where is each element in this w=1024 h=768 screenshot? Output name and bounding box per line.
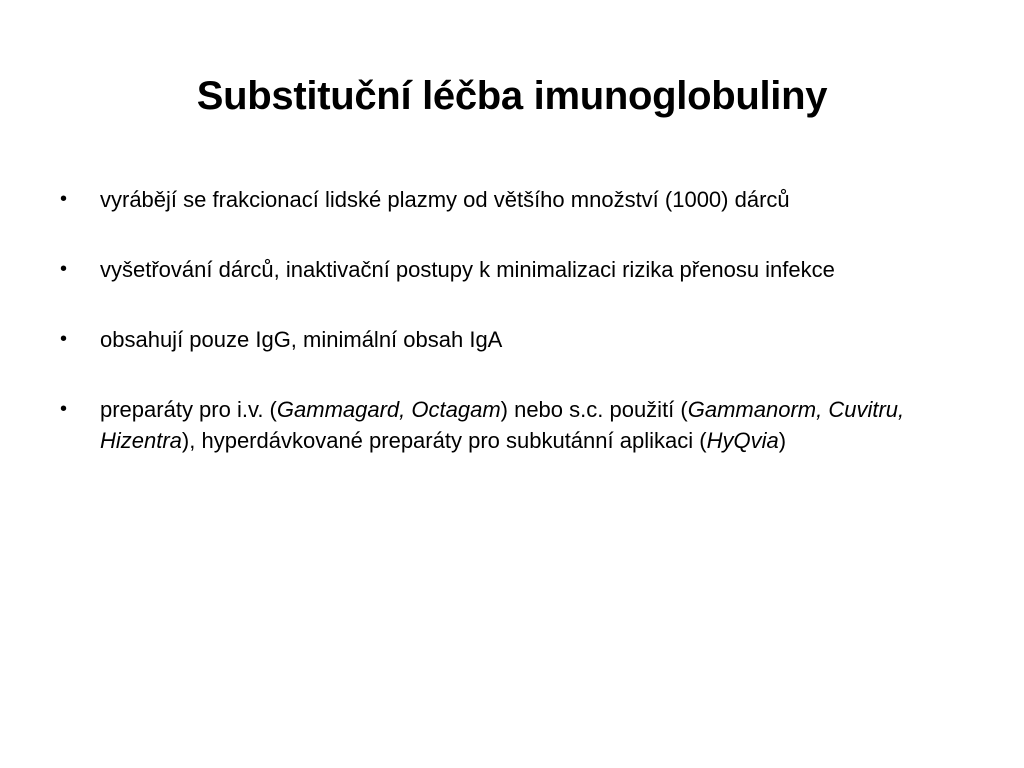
bullet-item-plasma-fractionation [60, 184, 965, 215]
bullet-text: obsahují pouze IgG, minimální obsah IgA [100, 327, 503, 352]
bullet-text: vyrábějí se frakcionací lidské plazmy od většího množství (1000) dárců [100, 187, 790, 212]
bullet-icon: • [60, 398, 68, 420]
iv-product-names: Gammagard, Octagam [276, 397, 501, 422]
bullet-item-donor-screening [60, 254, 965, 285]
text-run: ) nebo s.c. použití ( [500, 397, 688, 422]
bullet-icon: • [60, 188, 68, 210]
hyqvia-product-name: HyQvia [706, 428, 779, 453]
sc-product-names: Gammanorm, Cuvitru, Hizentra [100, 397, 905, 453]
bullet-list [60, 184, 965, 495]
bullet-text: vyšetřování dárců, inaktivační postupy k minimalizaci rizika přenosu infekce [100, 257, 835, 282]
bullet-item-igg-content [60, 324, 965, 355]
text-run: ), hyperdávkované preparáty pro subkutánní aplikaci ( [181, 428, 707, 453]
text-run: ) [778, 428, 787, 453]
bullet-icon: • [60, 258, 68, 280]
bullet-icon: • [60, 328, 68, 350]
text-run: preparáty pro i.v. ( [100, 397, 277, 422]
slide-title: Substituční léčba imunoglobuliny [196, 74, 828, 118]
bullet-item-preparations [60, 394, 965, 456]
bullet-text [100, 397, 904, 453]
